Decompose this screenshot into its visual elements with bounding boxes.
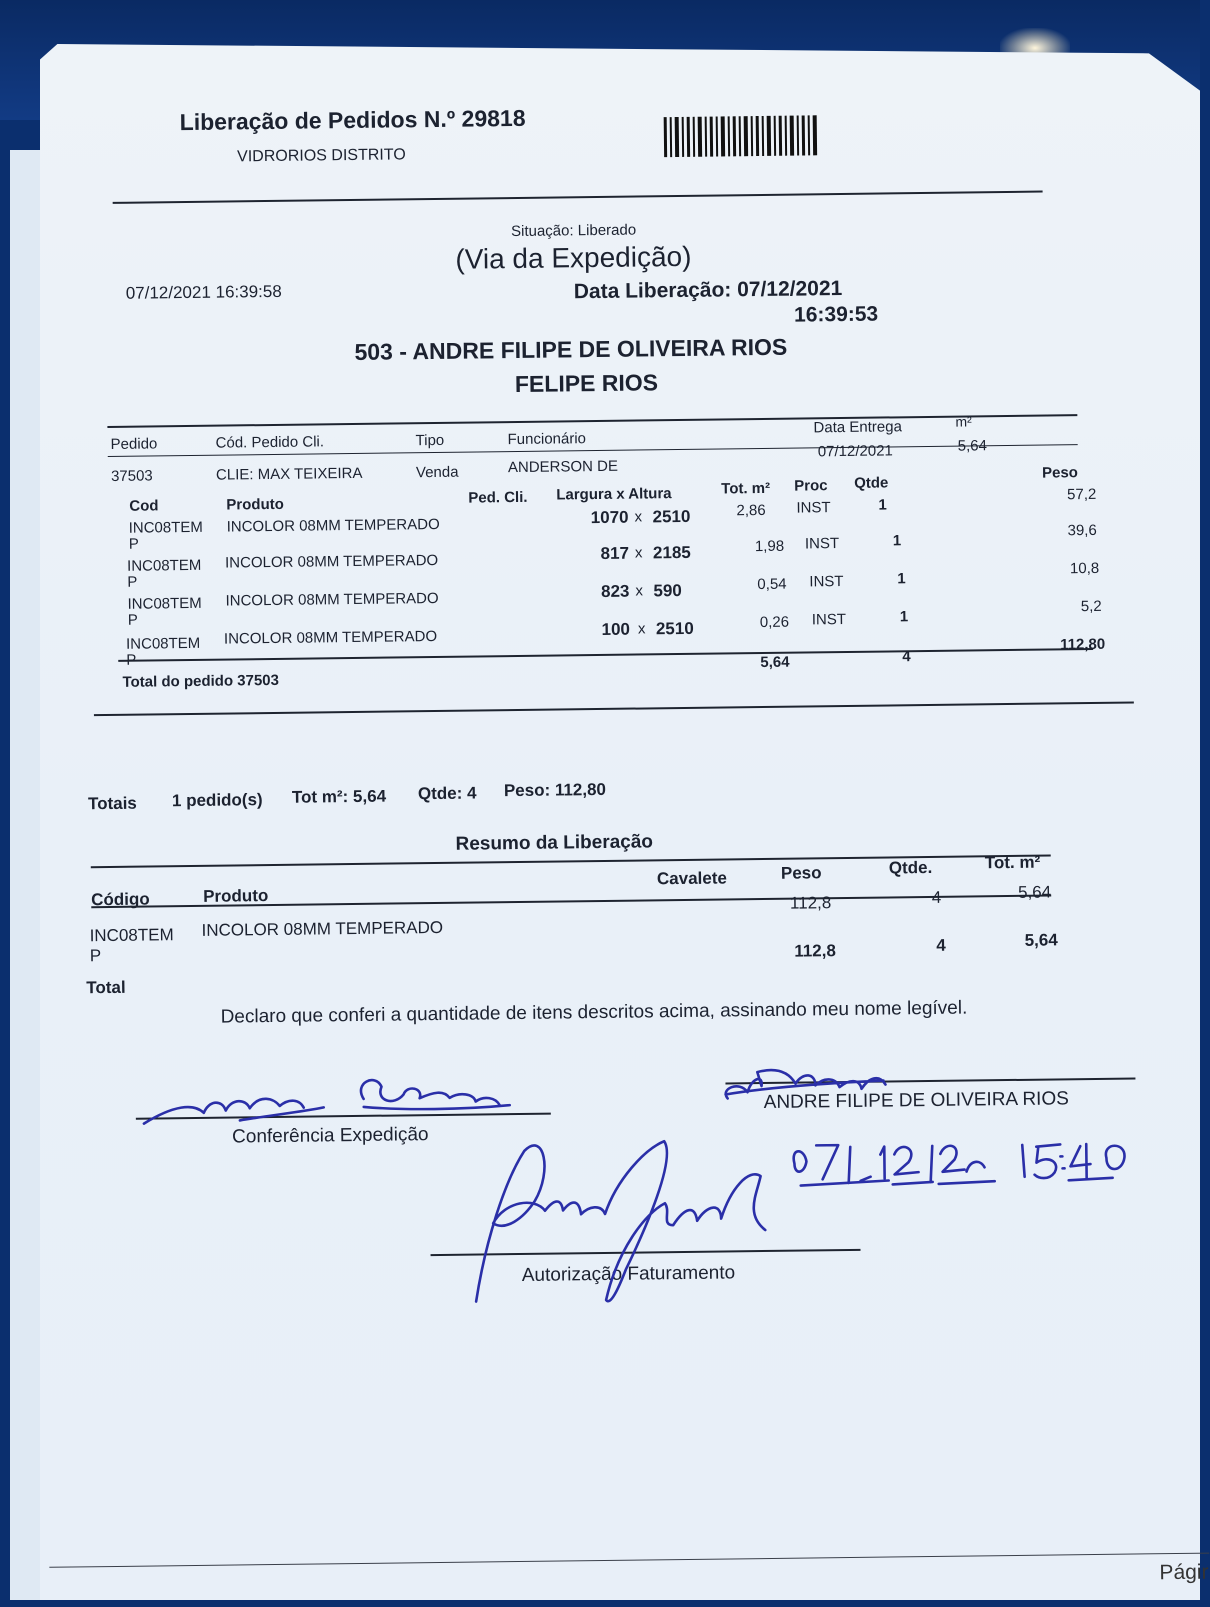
item-tot-m2: 1,98 [754, 537, 785, 556]
item-proc: INST [809, 573, 844, 591]
company-name: VIDRORIOS DISTRITO [237, 146, 406, 166]
item-peso: 57,2 [1066, 485, 1097, 504]
summary-qtde: 4 [931, 887, 942, 907]
summary-cod-suffix: P [89, 946, 102, 966]
item-produto: INCOLOR 08MM TEMPERADO [226, 515, 440, 536]
summary-cod: INC08TEM [89, 925, 174, 946]
order-employee: ANDERSON DE [507, 457, 619, 477]
item-cod: INC08TEM [128, 518, 203, 537]
conferencia-label: Conferência Expedição [231, 1124, 429, 1148]
item-produto: INCOLOR 08MM TEMPERADO [223, 627, 438, 648]
client-nickname: FELIPE RIOS [514, 369, 659, 398]
summary-col-tot-m2: Tot. m² [984, 852, 1041, 873]
printed-timestamp: 07/12/2021 16:39:58 [125, 281, 282, 303]
order-number: 37503 [110, 467, 153, 485]
summary-col-codigo: Código [91, 889, 150, 910]
item-peso: 10,8 [1069, 559, 1100, 578]
item-proc: INST [796, 499, 831, 517]
autorizacao-label: Autorização Faturamento [521, 1262, 736, 1286]
item-cod: INC08TEM [127, 556, 202, 575]
copy-type: (Via da Expedição) [455, 240, 692, 275]
summary-peso: 112,8 [789, 893, 832, 913]
item-altura: 2510 [655, 618, 694, 639]
item-produto: INCOLOR 08MM TEMPERADO [225, 589, 439, 610]
item-proc: INST [804, 535, 840, 553]
order-type: Venda [415, 463, 459, 482]
status-text: Situação: Liberado [510, 221, 637, 241]
item-cod-suffix: P [127, 573, 138, 591]
item-times: x [634, 544, 643, 562]
summary-total-m2: 5,64 [1024, 930, 1058, 950]
item-qtde: 1 [899, 608, 909, 626]
client-signature-label: ANDRE FILIPE DE OLIVEIRA RIOS [763, 1088, 1069, 1114]
document-title: Liberação de Pedidos N.º 29818 [179, 104, 526, 136]
totals-m2: Tot m²: 5,64 [291, 786, 387, 807]
item-cod: INC08TEM [125, 634, 201, 653]
col-m2: m² [955, 413, 972, 430]
item-col-tot-m2: Tot. m² [721, 479, 771, 498]
item-proc: INST [811, 610, 847, 629]
summary-col-qtde: Qtde. [888, 857, 933, 878]
release-time: 16:39:53 [793, 302, 879, 327]
order-delivery-date: 07/12/2021 [817, 442, 893, 461]
summary-col-produto: Produto [203, 886, 269, 906]
summary-col-cavalete: Cavalete [656, 868, 728, 889]
release-date: Data Liberação: 07/12/2021 [573, 277, 843, 304]
item-largura: 817 [600, 543, 630, 563]
item-col-ped-cli: Ped. Cli. [468, 488, 528, 507]
item-altura: 590 [653, 580, 682, 601]
col-tipo: Tipo [415, 431, 445, 450]
order-total-qtde: 4 [902, 648, 911, 666]
summary-col-peso: Peso [780, 863, 822, 883]
col-data-entrega: Data Entrega [813, 418, 902, 437]
item-produto: INCOLOR 08MM TEMPERADO [224, 551, 439, 572]
summary-total-qtde: 4 [936, 935, 946, 955]
order-m2: 5,64 [957, 437, 988, 455]
item-cod-suffix: P [127, 611, 138, 629]
item-altura: 2510 [652, 506, 691, 527]
item-tot-m2: 0,26 [759, 613, 790, 632]
item-altura: 2185 [652, 542, 691, 563]
totals-orders: 1 pedido(s) [171, 790, 263, 811]
item-qtde: 1 [897, 570, 906, 588]
signature-client [725, 1069, 885, 1099]
signature-conferencia [143, 1078, 509, 1123]
summary-produto: INCOLOR 08MM TEMPERADO [201, 917, 444, 940]
item-col-largura-altura: Largura x Altura [556, 485, 672, 504]
totals-peso: Peso: 112,80 [503, 779, 607, 801]
item-qtde: 1 [878, 496, 887, 514]
totals-label: Totais [87, 793, 137, 814]
client-name: 503 - ANDRE FILIPE DE OLIVEIRA RIOS [354, 333, 788, 365]
item-col-peso: Peso [1041, 464, 1078, 482]
col-cod-pedido-cli: Cód. Pedido Cli. [215, 433, 325, 452]
item-peso: 5,2 [1080, 597, 1102, 616]
item-largura: 823 [600, 581, 630, 601]
item-col-produto: Produto [226, 495, 284, 514]
item-peso: 39,6 [1067, 521, 1097, 540]
order-total-m2: 5,64 [760, 653, 790, 672]
order-total-label: Total do pedido 37503 [122, 671, 280, 691]
item-col-qtde: Qtde [854, 474, 889, 492]
item-times: x [635, 582, 644, 600]
summary-total-peso: 112,8 [794, 941, 836, 961]
item-qtde: 1 [892, 532, 902, 550]
order-client-code: CLIE: MAX TEIXEIRA [215, 464, 363, 484]
order-total-peso: 112,80 [1060, 635, 1106, 654]
handwritten-date [794, 1142, 1125, 1186]
totals-qtde: Qtde: 4 [417, 783, 477, 804]
item-largura: 1070 [590, 507, 629, 528]
item-col-proc: Proc [794, 477, 828, 495]
item-largura: 100 [601, 619, 631, 639]
item-tot-m2: 0,54 [757, 575, 787, 594]
item-col-cod: Cod [129, 497, 159, 515]
signature-autorizacao [474, 1140, 766, 1303]
item-cod: INC08TEM [127, 594, 202, 613]
item-cod-suffix: P [128, 535, 139, 553]
summary-tot-m2: 5,64 [1017, 882, 1052, 902]
item-times: x [637, 620, 646, 638]
item-times: x [634, 508, 643, 526]
summary-title: Resumo da Liberação [455, 831, 654, 855]
item-tot-m2: 2,86 [736, 501, 766, 520]
summary-total-label: Total [86, 977, 126, 998]
declaration-text: Declaro que conferi a quantidade de itens descritos acima, assinando meu nome legível. [220, 997, 968, 1028]
col-funcionario: Funcionário [507, 430, 587, 449]
page-number-label: Págir [1159, 1560, 1209, 1585]
col-pedido: Pedido [110, 435, 158, 453]
